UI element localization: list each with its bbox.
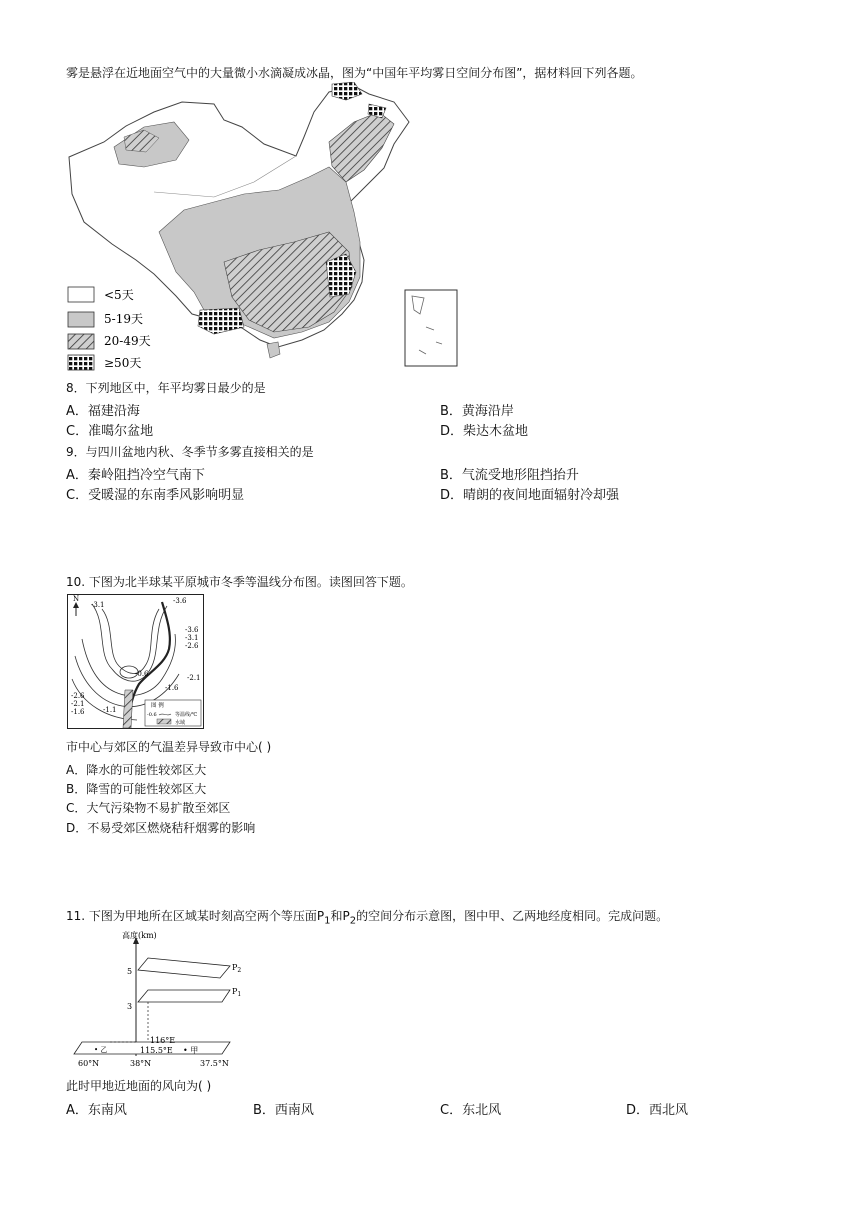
p1-label: $P_1$ [232,987,242,998]
iso-legend-sample: -0.6 [147,712,157,718]
lat-37-5: 37.5°N [200,1059,229,1068]
iso-label-7: -1.6 [165,684,179,692]
iso-label-11: -1.6 [71,708,85,716]
iso-label-1: -3.1 [91,601,105,609]
iso-label-8: -2.1 [187,674,201,682]
q9-option-a[interactable]: A．秦岭阻挡冷空气南下 [66,468,205,483]
q8-option-a[interactable]: A．福建沿海 [66,404,140,419]
iso-label-5: -2.6 [185,642,199,650]
q8-option-d[interactable]: D．柴达木盆地 [440,424,529,439]
jia-point: • 甲 [183,1046,199,1055]
iso-legend-water: 水域 [175,720,186,726]
question-intro: 雾是悬浮在近地面空气中的大量微小水滴凝成冰晶，图为“中国年平均雾日空间分布图”，据材料回下列各题。 [66,66,643,80]
q10-intro: 10. 下图为北半球某平原城市冬季等温线分布图。读图回答下题。 [66,575,413,589]
lon-116: 116°E [150,1036,176,1045]
q11-option-b[interactable]: B．西南风 [253,1103,314,1118]
fog-distribution-map [64,82,464,372]
q9-option-d[interactable]: D．晴朗的夜间地面辐射冷却强 [440,488,620,503]
legend-20-49: 20-49天 [104,334,151,348]
iso-label-10: -2.1 [71,700,85,708]
q8-option-c[interactable]: C．准噶尔盆地 [66,424,154,439]
q11-option-c[interactable]: C．东北风 [440,1103,502,1118]
q9-stem: 9．与四川盆地内秋、冬季节多雾直接相关的是 [66,445,314,459]
q8-option-b[interactable]: B．黄海沿岸 [440,404,514,419]
iso-label-12: -1.1 [103,706,117,714]
iso-legend-title: 图 例 [151,703,164,709]
legend-ge50: ≥50天 [104,356,142,370]
isotherm-map [67,594,205,730]
iso-label-4: -3.1 [185,634,199,642]
q11-option-a[interactable]: A．东南风 [66,1103,127,1118]
q11-option-d[interactable]: D．西北风 [626,1103,689,1118]
q9-option-b[interactable]: B．气流受地形阻挡抬升 [440,468,579,483]
p2-label: $P_2$ [232,963,242,974]
q11-stem: 此时甲地近地面的风向为( ) [66,1079,212,1093]
q10-option-b[interactable]: B．降雪的可能性较郊区大 [66,782,207,796]
north-label: N [73,595,80,603]
legend-lt5: <5天 [104,288,134,302]
lat-38: 38°N [130,1059,152,1068]
q11-sub-2: 2 [349,915,357,927]
height-5: 5 [127,967,133,976]
q10-stem: 市中心与郊区的气温差异导致市中心( ) [66,740,272,754]
pressure-surface-diagram [70,928,250,1070]
q10-option-a[interactable]: A．降水的可能性较郊区大 [66,763,207,777]
q10-option-d[interactable]: D．不易受郊区燃烧秸秆烟雾的影响 [66,821,256,835]
iso-label-3: -3.6 [185,626,199,634]
iso-label-2: -3.6 [173,597,187,605]
lon-115-5: 115.5°E [140,1046,173,1055]
q11-intro-part-a: 11. 下图为甲地所在区域某时刻高空两个等压面P [66,909,325,923]
height-axis-label: 高度(km) [122,931,157,940]
legend-5-19: 5-19天 [104,312,143,326]
lat-60: 60°N [78,1059,100,1068]
q11-sub-1: 1 [324,915,331,927]
iso-label-9: -2.6 [71,692,85,700]
height-3: 3 [127,1002,133,1011]
q8-stem: 8．下列地区中，年平均雾日最少的是 [66,381,266,395]
iso-label-6: -0.6 [135,670,149,678]
q11-intro-part-b: 和P [330,909,350,923]
q9-option-c[interactable]: C．受暖湿的东南季风影响明显 [66,488,245,503]
q11-intro [66,907,668,926]
yi-point: • 乙 [94,1046,108,1054]
q10-option-c[interactable]: C．大气污染物不易扩散至郊区 [66,801,231,815]
iso-legend-isotherm: 等温线/℃ [175,712,198,718]
q11-intro-part-c: 的空间分布示意图，图中甲、乙两地经度相同。完成问题。 [356,909,669,923]
